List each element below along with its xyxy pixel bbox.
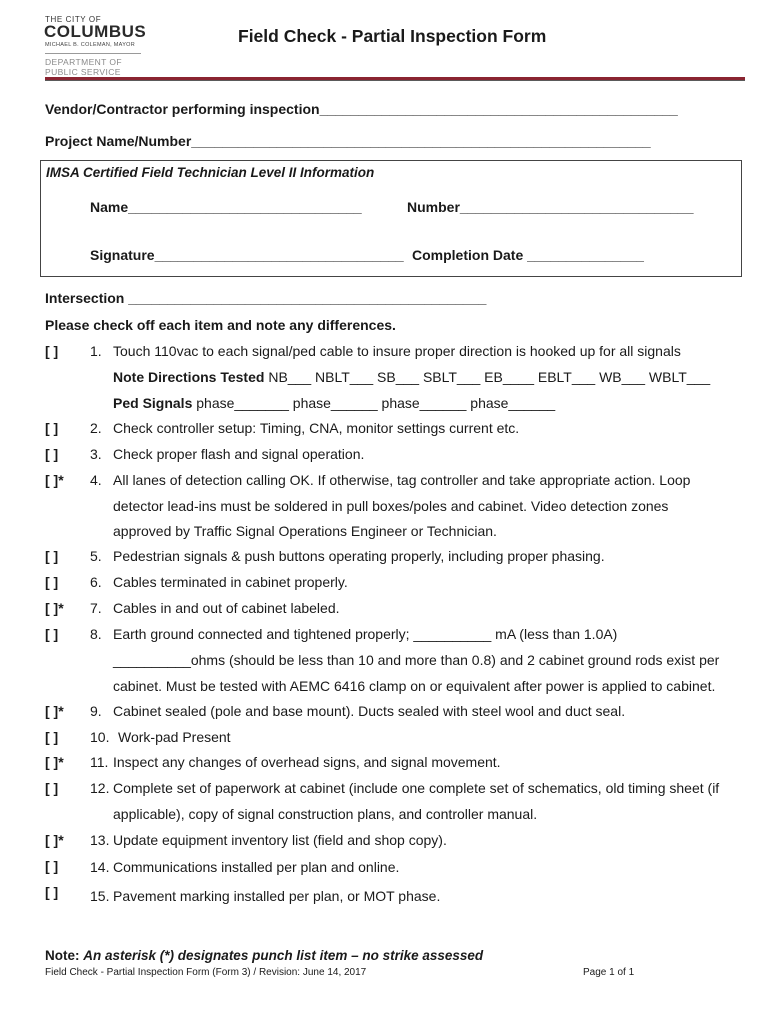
item-13-checkbox[interactable]: [ ]* <box>45 832 64 848</box>
item-12-line-2: applicable), copy of signal construction plans, and controller manual. <box>113 806 538 822</box>
item-13-line-1: Update equipment inventory list (field and shop copy). <box>113 832 447 848</box>
ped-signals-fields[interactable]: phase_______ phase______ phase______ phase______ <box>192 395 556 411</box>
item-3-line-1: Check proper flash and signal operation. <box>113 446 365 462</box>
item-6-checkbox[interactable]: [ ] <box>45 574 59 590</box>
logo-department <box>45 57 122 77</box>
item-1-number: 1. <box>90 343 102 359</box>
header-divider <box>45 77 745 81</box>
item-10-line-1: Work-pad Present <box>118 729 231 745</box>
item-7-line-1: Cables in and out of cabinet labeled. <box>113 600 340 616</box>
item-1-directions <box>113 369 710 385</box>
item-8-checkbox[interactable]: [ ] <box>45 626 59 642</box>
completion-date-field[interactable]: Completion Date _______________ <box>412 247 644 263</box>
item-11-checkbox[interactable]: [ ]* <box>45 754 64 770</box>
item-2-checkbox[interactable]: [ ] <box>45 420 59 436</box>
directions-fields[interactable]: NB___ NBLT___ SB___ SBLT___ EB____ EBLT___ WB___ WBLT___ <box>264 369 711 385</box>
asterisk-note <box>45 948 483 963</box>
technician-number-field[interactable]: Number______________________________ <box>407 199 694 215</box>
item-7-number: 7. <box>90 600 102 616</box>
item-10-number: 10. <box>90 729 110 745</box>
item-9-checkbox[interactable]: [ ]* <box>45 703 64 719</box>
imsa-title: IMSA Certified Field Technician Level II Information <box>46 165 375 180</box>
note-label: Note: <box>45 948 80 963</box>
note-text: An asterisk (*) designates punch list item – no strike assessed <box>83 948 484 963</box>
item-11-line-1: Inspect any changes of overhead signs, and signal movement. <box>113 754 501 770</box>
logo-city-label: THE CITY OF <box>45 15 102 24</box>
item-8-line-3: cabinet. Must be tested with AEMC 6416 clamp on or equivalent after power is applied to cabinet. <box>113 678 716 694</box>
item-8-line-2: __________ohms (should be less than 10 and more than 0.8) and 2 cabinet ground rods exist per <box>113 652 720 668</box>
item-10-checkbox[interactable]: [ ] <box>45 729 59 745</box>
item-2-line-1: Check controller setup: Timing, CNA, monitor settings current etc. <box>113 420 520 436</box>
item-1-line-1: Touch 110vac to each signal/ped cable to insure proper direction is hooked up for all signals <box>113 343 681 359</box>
logo-dept-line1: DEPARTMENT OF <box>45 57 122 67</box>
footer-form-revision: Field Check - Partial Inspection Form (Form 3) / Revision: June 14, 2017 <box>45 967 367 978</box>
vendor-field[interactable]: Vendor/Contractor performing inspection______________________________________________ <box>45 101 678 117</box>
item-7-checkbox[interactable]: [ ]* <box>45 600 64 616</box>
item-2-number: 2. <box>90 420 102 436</box>
instructions-text: Please check off each item and note any differences. <box>45 317 396 333</box>
item-15-number: 15. <box>90 888 110 904</box>
item-5-number: 5. <box>90 548 102 564</box>
item-4-checkbox[interactable]: [ ]* <box>45 472 64 488</box>
item-4-line-3: approved by Traffic Signal Operations Engineer or Technician. <box>113 523 497 539</box>
item-11-number: 11. <box>90 754 109 770</box>
item-3-number: 3. <box>90 446 102 462</box>
item-12-number: 12. <box>90 780 110 796</box>
item-13-number: 13. <box>90 832 110 848</box>
item-14-number: 14. <box>90 859 110 875</box>
technician-name-field[interactable]: Name______________________________ <box>90 199 362 215</box>
item-9-line-1: Cabinet sealed (pole and base mount). Ducts sealed with steel wool and duct seal. <box>113 703 626 719</box>
logo-dept-line2: PUBLIC SERVICE <box>45 67 121 77</box>
item-15-checkbox[interactable]: [ ] <box>45 884 59 900</box>
item-12-line-1: Complete set of paperwork at cabinet (include one complete set of schematics, old timing sheet (if <box>113 780 720 796</box>
logo-divider <box>45 53 141 54</box>
directions-label: Note Directions Tested <box>113 369 265 385</box>
item-5-checkbox[interactable]: [ ] <box>45 548 59 564</box>
item-1-ped-signals <box>113 395 555 411</box>
logo-columbus: COLUMBUS <box>44 22 147 41</box>
item-12-checkbox[interactable]: [ ] <box>45 780 59 796</box>
item-8-number: 8. <box>90 626 102 642</box>
item-6-number: 6. <box>90 574 102 590</box>
item-9-number: 9. <box>90 703 102 719</box>
item-4-line-1: All lanes of detection calling OK. If otherwise, tag controller and take appropriate action. Loop <box>113 472 691 488</box>
item-4-line-2: detector lead-ins must be soldered in pull boxes/poles and cabinet. Video detection zones <box>113 498 669 514</box>
item-14-checkbox[interactable]: [ ] <box>45 858 59 874</box>
item-4-number: 4. <box>90 472 102 488</box>
item-1-checkbox[interactable]: [ ] <box>45 343 59 359</box>
footer-page-number: Page 1 of 1 <box>583 967 635 978</box>
item-5-line-1: Pedestrian signals & push buttons operating properly, including proper phasing. <box>113 548 605 564</box>
signature-field[interactable]: Signature________________________________ <box>90 247 404 263</box>
item-3-checkbox[interactable]: [ ] <box>45 446 59 462</box>
item-6-line-1: Cables terminated in cabinet properly. <box>113 574 348 590</box>
project-field[interactable]: Project Name/Number___________________________________________________________ <box>45 133 651 149</box>
item-14-line-1: Communications installed per plan and online. <box>113 859 400 875</box>
item-15-line-1: Pavement marking installed per plan, or MOT phase. <box>113 888 441 904</box>
page-title: Field Check - Partial Inspection Form <box>238 26 547 46</box>
intersection-field[interactable]: Intersection ______________________________________________ <box>45 290 487 306</box>
ped-signals-label: Ped Signals <box>113 395 193 411</box>
item-8-line-1: Earth ground connected and tightened properly; __________ mA (less than 1.0A) <box>113 626 618 642</box>
logo-mayor-label: MICHAEL B. COLEMAN, MAYOR <box>45 42 136 48</box>
